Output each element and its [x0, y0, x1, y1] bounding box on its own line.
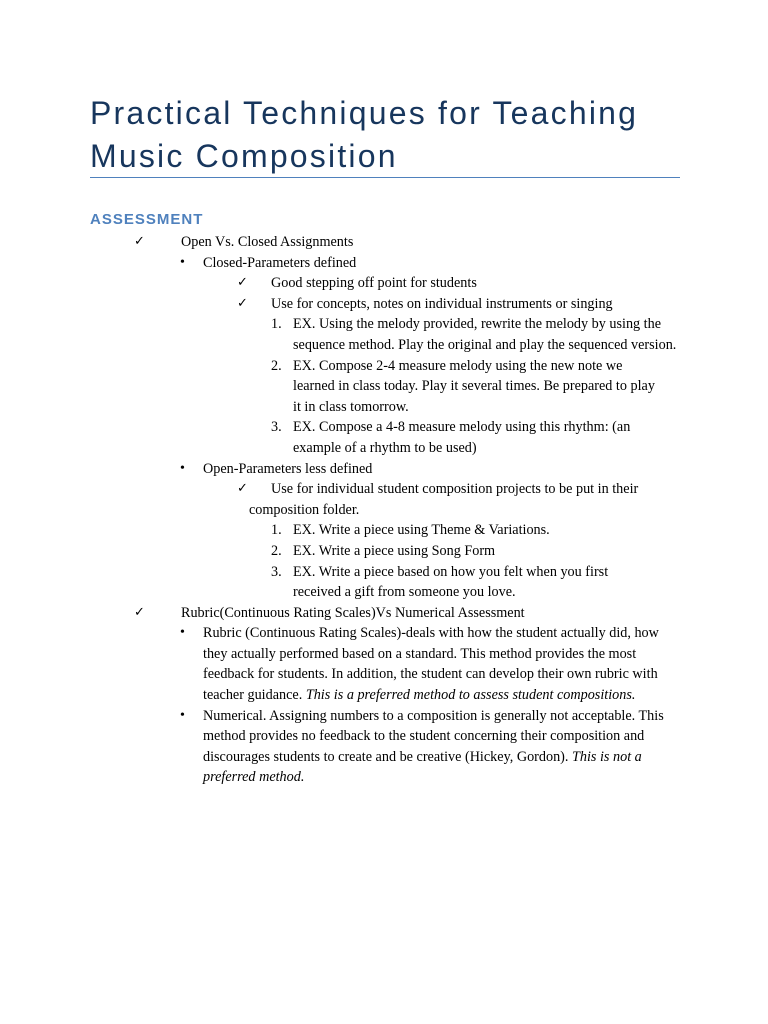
rubric-text: Rubric (Continuous Rating Scales)-deals with how the student actually did, how they actually performed based on a standard. This method provides the most feedback for students. In addition, the student can develop their own rubric with teacher guidance. — [203, 625, 659, 704]
outline-item-open-vs-closed — [0, 232, 768, 253]
outline-paragraph — [203, 706, 680, 788]
item-number: 1. — [271, 316, 282, 333]
outline-item-closed-parameters — [0, 253, 768, 274]
title-divider — [90, 177, 680, 178]
checkmark-icon: ✓ — [237, 481, 248, 497]
outline-item-use-for-concepts — [0, 294, 768, 315]
item-number: 1. — [271, 522, 282, 539]
outline-text: EX. Compose a 4-8 measure melody using this rhythm: (an example of a rhythm to be used) — [293, 419, 631, 456]
outline-text: Use for concepts, notes on individual instruments or singing — [271, 295, 613, 312]
outline-paragraph — [203, 623, 663, 705]
section-heading: ASSESSMENT — [90, 211, 204, 228]
outline-text: Good stepping off point for students — [271, 275, 477, 292]
outline-text: Closed-Parameters defined — [203, 254, 357, 271]
document-title: Practical Techniques for Teaching Music Composition — [90, 95, 639, 174]
item-number: 3. — [271, 563, 282, 580]
checkmark-icon: ✓ — [134, 234, 145, 249]
numbered-item — [0, 562, 638, 603]
checkmark-icon: ✓ — [134, 604, 145, 620]
rubric-emphasis: This is a preferred method to assess student compositions. — [305, 687, 636, 704]
outline-text: EX. Compose 2-4 measure melody using the new note we learned in class today. Play it several times. Be prepared to play it in class tomorrow. — [293, 357, 655, 415]
numerical-text: Numerical. Assigning numbers to a composition is generally not acceptable. This method provides no feedback to the student concerning their composition and discourages students to create and be creative (Hickey, Gordon). — [203, 707, 664, 765]
outline-text: EX. Write a piece using Song Form — [293, 542, 496, 559]
assessment-outline — [0, 232, 768, 788]
outline-item-good-stepping — [0, 273, 768, 294]
checkmark-icon: ✓ — [237, 295, 248, 311]
outline-text: Open-Parameters less defined — [203, 460, 373, 477]
outline-text: EX. Write a piece based on how you felt when you first received a gift from someone you love. — [293, 563, 609, 601]
numerical-emphasis: This is not a preferred method. — [203, 748, 642, 786]
numbered-item — [0, 356, 658, 418]
bullet-icon: • — [180, 625, 185, 641]
item-number: 2. — [271, 542, 282, 559]
item-number: 2. — [271, 357, 282, 374]
outline-item-use-for-individual — [0, 479, 667, 520]
checkmark-icon: ✓ — [237, 275, 248, 291]
outline-text: Use for individual student composition projects to be put in their composition folder. — [249, 481, 639, 518]
outline-text: Open Vs. Closed Assignments — [181, 234, 354, 250]
outline-text: Rubric(Continuous Rating Scales)Vs Numerical Assessment — [181, 604, 525, 621]
bullet-icon: • — [180, 460, 185, 476]
outline-item-open-parameters — [0, 459, 768, 480]
bullet-icon: • — [180, 707, 185, 723]
outline-text: EX. Using the melody provided, rewrite the melody by using the sequence method. Play the original and play the sequenced version. — [293, 316, 677, 353]
numbered-item — [0, 520, 678, 541]
outline-item-rubric — [0, 623, 663, 705]
outline-item-rubric-vs-numerical — [0, 603, 768, 624]
numbered-item — [0, 541, 678, 562]
outline-item-numerical — [0, 706, 680, 788]
outline-text: EX. Write a piece using Theme & Variations. — [293, 522, 550, 539]
bullet-icon: • — [180, 254, 185, 270]
numbered-item — [0, 314, 678, 355]
numbered-item — [0, 417, 673, 458]
item-number: 3. — [271, 419, 282, 436]
